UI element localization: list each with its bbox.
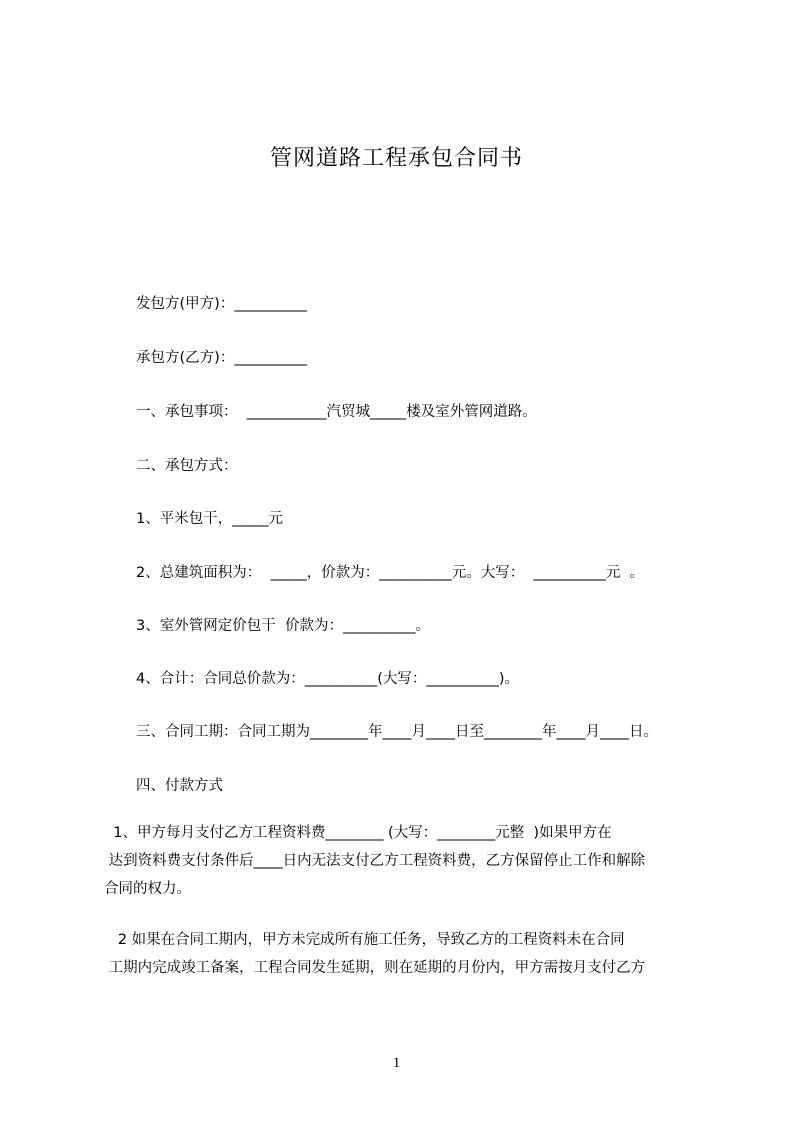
page-number: 1	[392, 1055, 401, 1071]
item-total-price: 4、合计：合同总价款为：__________(大写：__________)。	[136, 671, 520, 687]
payment-clause-1-line: 1、甲方每月支付乙方工程资料费________ (大写：________元整 )如果甲方在	[104, 825, 612, 841]
payment-clause-1	[104, 819, 704, 903]
document-title: 管网道路工程承包合同书	[269, 146, 523, 171]
item-outdoor-network: 3、室外管网定价包干 价款为：__________。	[136, 618, 430, 634]
section-contract-scope: 一、承包事项： ___________汽贸城_____楼及室外管网道路。	[136, 404, 537, 420]
party-b-line: 承包方(乙方)：__________	[136, 350, 307, 366]
item-unit-price: 1、平米包干，_____元	[136, 511, 283, 527]
item-total-area: 2、总建筑面积为： _____，价款为：__________元。大写： __________元 。	[136, 565, 645, 581]
payment-clause-1-line: 达到资料费支付条件后____日内无法支付乙方工程资料费，乙方保留停止工作和解除	[104, 853, 646, 869]
section-contract-method: 二、承包方式：	[136, 458, 238, 474]
party-a-line: 发包方(甲方)：__________	[136, 296, 307, 312]
section-contract-period: 三、合同工期：合同工期为________年____月____日至________年____月____日。	[136, 724, 658, 740]
payment-clause-2-line: 2 如果在合同工期内，甲方未完成所有施工任务，导致乙方的工程资料未在合同	[104, 932, 625, 948]
payment-clause-2-line: 工期内完成竣工备案，工程合同发生延期，则在延期的月份内，甲方需按月支付乙方	[104, 960, 646, 976]
payment-clause-1-line: 合同的权力。	[104, 881, 191, 897]
payment-clause-2	[104, 926, 704, 982]
section-payment-method: 四、付款方式	[136, 778, 223, 794]
